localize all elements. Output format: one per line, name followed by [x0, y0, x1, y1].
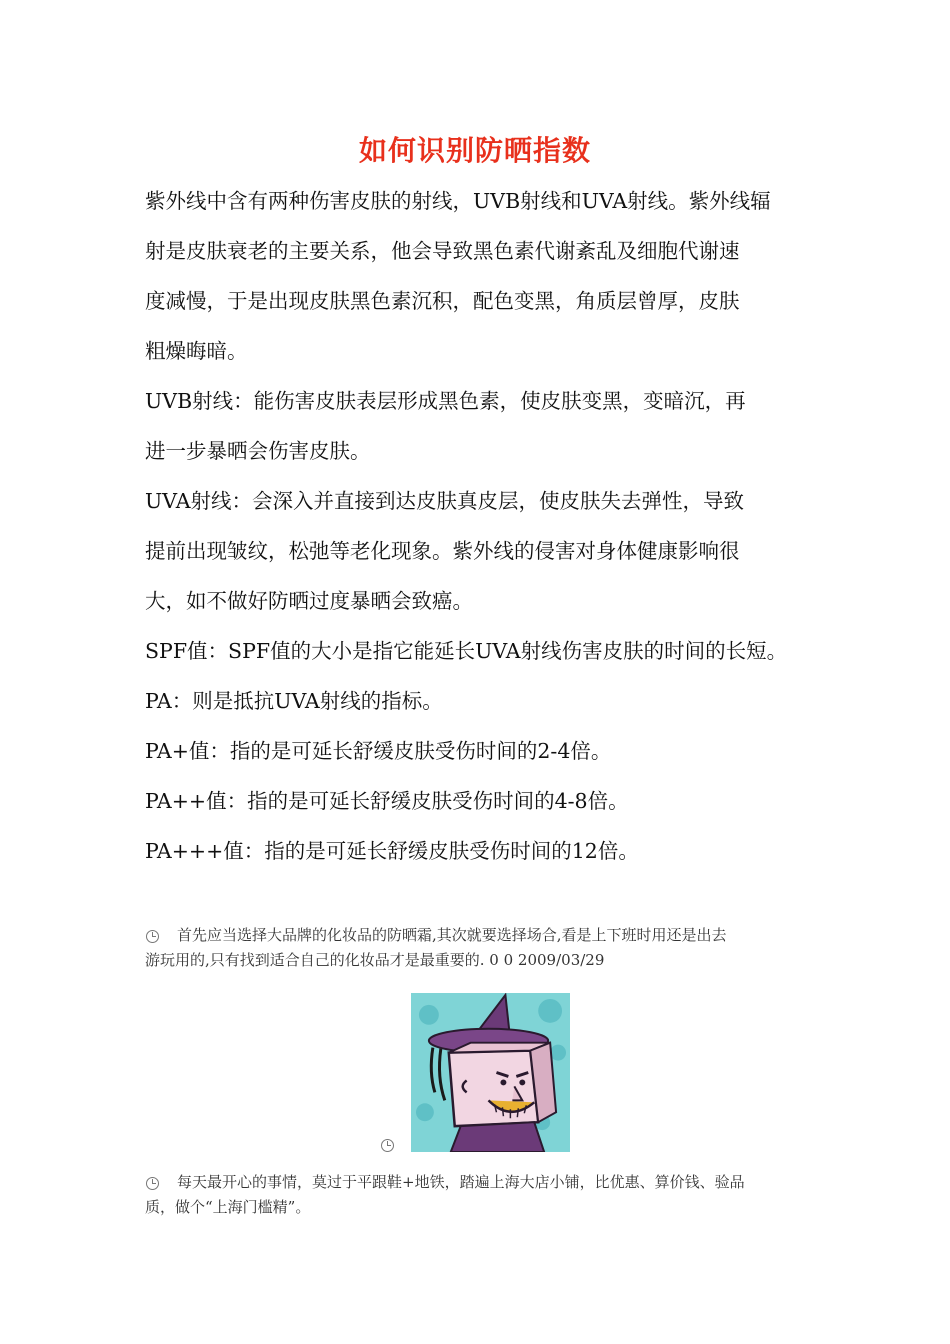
- paragraph-line: UVA射线：会深入并直接到达皮肤真皮层，使皮肤失去弹性，导致: [145, 489, 744, 513]
- paragraph-line: 射是皮肤衰老的主要关系，他会导致黑色素代谢紊乱及细胞代谢速: [145, 239, 740, 263]
- paragraph-line: PA：则是抵抗UVA射线的指标。: [145, 689, 443, 713]
- paragraph-line: 进一步暴晒会伤害皮肤。: [145, 439, 371, 463]
- paragraph-line: 紫外线中含有两种伤害皮肤的射线，UVB射线和UVA射线。紫外线辐: [145, 189, 771, 213]
- paragraph-line: 粗燥晦暗。: [145, 339, 248, 363]
- witch-cartoon-avatar: [411, 993, 570, 1152]
- paragraph-line: SPF值：SPF值的大小是指它能延长UVA射线伤害皮肤的时间的长短。: [145, 639, 788, 663]
- note-text: 质，做个“上海门槛精”。: [145, 1198, 311, 1216]
- paragraph-line: UVB射线：能伤害皮肤表层形成黑色素，使皮肤变黑，变暗沉，再: [145, 389, 746, 413]
- note-text: 每天最开心的事情，莫过于平跟鞋+地铁，踏遍上海大店小铺，比优惠、算价钱、验品: [177, 1173, 745, 1191]
- note-text: 游玩用的,只有找到适合自己的化妆品才是最重要的. 0 0 2009/03/29: [145, 951, 605, 969]
- clock-icon: [146, 1177, 159, 1190]
- paragraph-line: 大，如不做好防晒过度暴晒会致癌。: [145, 589, 473, 613]
- paragraph-line: PA++值：指的是可延长舒缓皮肤受伤时间的4-8倍。: [145, 789, 629, 813]
- paragraph-line: PA+值：指的是可延长舒缓皮肤受伤时间的2-4倍。: [145, 739, 612, 763]
- paragraph-line: PA+++值：指的是可延长舒缓皮肤受伤时间的12倍。: [145, 839, 639, 863]
- article-body: [145, 176, 825, 876]
- note-text: 首先应当选择大品牌的化妆品的防晒霜,其次就要选择场合,看是上下班时用还是出去: [177, 926, 727, 944]
- comment-note: [145, 1170, 825, 1220]
- clock-icon: [381, 1139, 394, 1152]
- page-title: 如何识别防晒指数: [358, 134, 591, 167]
- clock-icon: [146, 930, 159, 943]
- comment-note: [145, 923, 825, 973]
- paragraph-line: 提前出现皱纹，松弛等老化现象。紫外线的侵害对身体健康影响很: [145, 539, 740, 563]
- paragraph-line: 度减慢，于是出现皮肤黑色素沉积，配色变黑，角质层曾厚，皮肤: [145, 289, 740, 313]
